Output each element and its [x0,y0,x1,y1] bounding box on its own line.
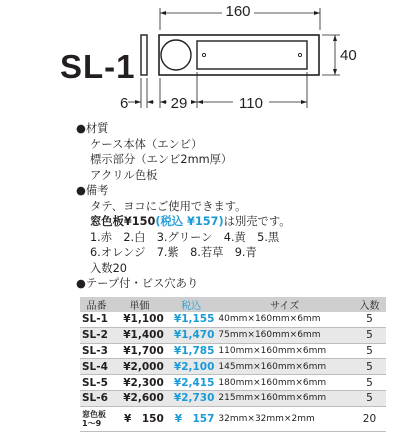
note-sold-suffix: は別売です。 [223,215,291,228]
colors-line2: 6.オレンジ 7.紫 8.若草 9.青 [90,246,257,259]
row-code [80,406,113,431]
header-tax-incl: 税込 [181,301,202,312]
dim-plate-width-label: 110 [239,95,263,112]
row-unit-price: ¥ 150 [124,413,164,426]
row-code: SL-2 [82,329,108,342]
window-circle [161,40,191,70]
note-orientation: タテ、ヨコにご使用できます。 [90,199,247,213]
row-qty: 5 [366,392,373,405]
table-row [80,375,386,391]
colors-qty: 入数20 [90,261,127,275]
table-row [80,390,386,406]
dim-thickness-label: 6 [120,95,129,112]
material-heading: ●材質 [76,122,109,135]
row-size: 32mm×32mm×2mm [218,413,315,424]
price-table [80,297,386,432]
row-tax-incl: ¥2,100 [173,360,215,373]
row-tax-incl: ¥2,415 [173,376,215,389]
row-qty: 5 [366,360,373,373]
row-tax-incl: ¥1,785 [173,344,215,357]
table-row [80,327,386,343]
note-sold-tax: (税込 ¥157) [155,215,224,228]
note-sold-separately [76,214,412,230]
spec-block [76,121,412,292]
dim-width-label: 160 [225,3,251,20]
row-unit-price: ¥2,000 [123,360,164,373]
table-header-row [80,297,386,312]
row-qty: 5 [366,344,373,357]
row-code: SL-1 [82,313,108,326]
row-qty: 20 [362,412,377,425]
row-size: 215mm×160mm×6mm [218,393,327,404]
row-code: SL-6 [82,392,108,405]
table-row [80,359,386,375]
material-acrylic: アクリル色板 [90,168,158,182]
row-qty: 5 [366,313,373,326]
row-unit-price: ¥2,300 [123,376,164,389]
table-row [80,343,386,359]
header-code: 品番 [86,301,107,312]
row-unit-price: ¥1,700 [123,344,164,357]
row-unit-price: ¥1,100 [123,313,164,326]
table-row [80,312,386,327]
row-code-line2: 1〜9 [82,418,102,428]
row-code: SL-5 [82,376,108,389]
row-code-line1: 窓色板 [82,409,106,419]
header-qty: 入数 [359,301,380,312]
row-size: 40mm×160mm×6mm [218,314,321,325]
material-label: 標示部分（エンビ2mm厚） [90,153,233,166]
table-row-window-plate [80,406,386,431]
row-code: SL-3 [82,344,108,357]
row-size: 110mm×160mm×6mm [218,345,327,356]
row-size: 75mm×160mm×6mm [218,330,321,341]
row-tax-incl: ¥ 157 [174,413,215,426]
row-qty: 5 [366,329,373,342]
row-size: 145mm×160mm×6mm [218,361,327,372]
side-profile [141,35,147,75]
header-size: サイズ [270,301,300,312]
tape-note: ●テープ付・ビス穴あり [76,277,199,290]
row-unit-price: ¥2,600 [123,392,164,405]
row-code: SL-4 [82,360,108,373]
dim-height-label: 40 [340,47,357,64]
row-tax-incl: ¥1,470 [173,329,215,342]
row-tax-incl: ¥1,155 [173,313,215,326]
row-size: 180mm×160mm×6mm [218,377,327,388]
label-plate [197,41,307,69]
model-name: SL-1 [60,48,136,85]
notes-heading: ●備考 [76,184,109,197]
row-unit-price: ¥1,400 [123,329,164,342]
material-case: ケース本体（エンビ） [90,137,203,151]
colors-line1: 1.赤 2.白 3.グリーン 4.黄 5.黒 [90,230,280,244]
note-sold-prefix: 窓色板¥150 [90,215,156,228]
dim-window-offset-label: 29 [170,95,188,112]
row-tax-incl: ¥2,730 [173,392,215,405]
row-qty: 5 [366,376,373,389]
header-unit-price: 単価 [129,301,150,312]
